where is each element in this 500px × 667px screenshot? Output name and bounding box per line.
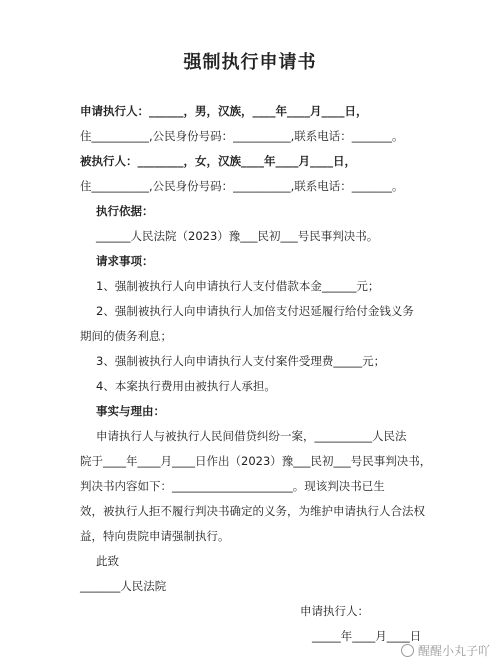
basis-text: ______人民法院（2023）豫___民初___号民事判决书。: [96, 229, 379, 243]
requests-heading: 请求事项：: [96, 254, 154, 268]
date-line: _____年____月____日: [312, 629, 422, 643]
request-item-1: 1、强制被执行人向申请执行人支付借款本金______元；: [96, 279, 380, 293]
watermark-text: 醒醒小丸子吖: [417, 644, 490, 658]
applicant-line-2: 住__________,公民身份号码：__________,联系电话：_______。: [80, 129, 404, 143]
respondent-line-1: 被执行人：________，女，汉族____年____月____日，: [80, 154, 356, 168]
basis-heading: 执行依据：: [96, 204, 154, 218]
request-item-3: 3、强制被执行人向申请执行人支付案件受理费_____元；: [96, 354, 386, 368]
facts-line-4: 效，被执行人拒不履行判决书确定的义务，为维护申请执行人合法权: [80, 504, 425, 518]
closing-text: 此致: [96, 554, 119, 568]
applicant-line-1: 申请执行人：______，男，汉族，____年____月____日，: [80, 104, 368, 118]
watermark-logo-icon: [401, 644, 414, 657]
facts-heading: 事实与理由：: [96, 404, 165, 418]
document-title: 强制执行申请书: [183, 52, 317, 73]
request-item-2-continued: 期间的债务利息；: [80, 329, 172, 343]
request-item-2: 2、强制被执行人向申请执行人加倍支付迟延履行给付金钱义务: [96, 304, 414, 318]
respondent-line-2: 住__________,公民身份号码：__________,联系电话：_______。: [80, 179, 404, 193]
facts-line-1: 申请执行人与被执行人民间借贷纠纷一案，__________人民法: [96, 429, 407, 443]
request-item-4: 4、本案执行费用由被执行人承担。: [96, 379, 276, 393]
facts-line-5: 益，特向贵院申请强制执行。: [80, 529, 230, 543]
watermark: [401, 642, 490, 659]
signature-label: 申请执行人：: [300, 604, 369, 618]
facts-line-2: 院于____年____月____日作出（2023）豫___民初___号民事判决书，: [80, 454, 432, 468]
court-name: _______人民法院: [80, 579, 167, 593]
facts-line-3: 判决书内容如下：_____________________。现该判决书已生: [80, 479, 385, 493]
